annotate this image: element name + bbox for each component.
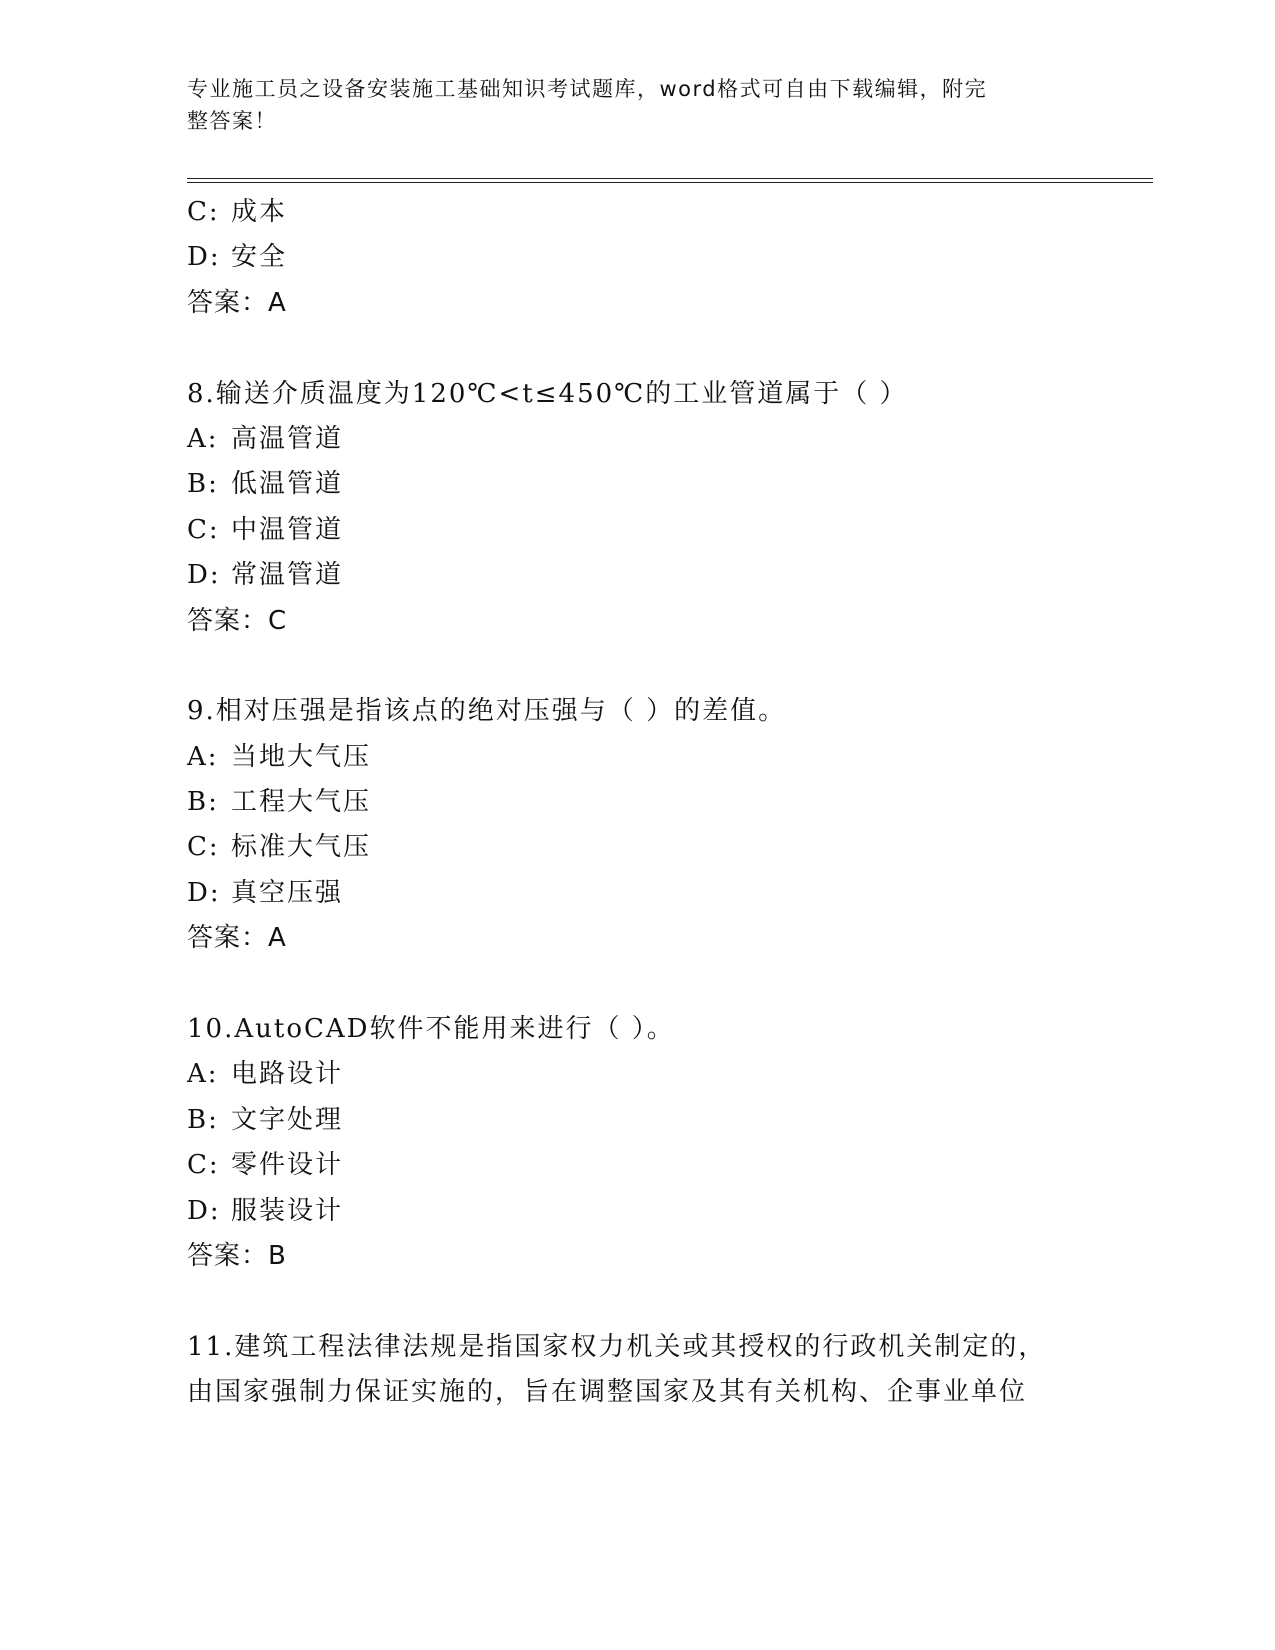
option-letter: B: — [187, 1104, 219, 1135]
spacer — [187, 326, 1087, 371]
option-letter: D: — [187, 877, 221, 908]
spacer — [187, 644, 1087, 689]
option-line — [187, 1098, 1087, 1143]
option-line — [187, 1052, 1087, 1097]
option-letter: C: — [187, 832, 220, 863]
option-text: 低温管道 — [231, 469, 344, 500]
option-text: 工程大气压 — [231, 787, 372, 818]
answer-line: 答案：C — [187, 605, 288, 636]
question-text: 9.相对压强是指该点的绝对压强与（ ）的差值。 — [187, 696, 787, 727]
option-letter: B: — [187, 787, 219, 818]
option-letter: D: — [187, 560, 221, 591]
option-line — [187, 235, 1087, 280]
option-line — [187, 1189, 1087, 1234]
option-text: 文字处理 — [231, 1104, 344, 1135]
header-divider-top — [187, 178, 1153, 179]
option-text: 电路设计 — [231, 1059, 344, 1090]
option-letter: D: — [187, 1195, 221, 1226]
document-header — [187, 73, 1067, 137]
option-letter: C: — [187, 1150, 220, 1181]
answer-line: 答案：B — [187, 1240, 287, 1271]
question-block-10 — [187, 1007, 1087, 1279]
option-letter: C: — [187, 514, 220, 545]
question-text: 8.输送介质温度为120℃<t≤450℃的工业管道属于（ ） — [187, 378, 908, 409]
option-text: 服装设计 — [231, 1195, 344, 1226]
document-body — [187, 190, 1087, 1416]
option-text: 常温管道 — [231, 560, 344, 591]
header-title-line-2: 整答案！ — [187, 109, 277, 133]
question-text: 10.AutoCAD软件不能用来进行（ ）。 — [187, 1014, 675, 1045]
option-letter: C: — [187, 197, 220, 227]
question-text-line-1: 11.建筑工程法律法规是指国家权力机关或其授权的行政机关制定的， — [187, 1331, 1047, 1362]
option-line — [187, 190, 1087, 235]
spacer — [187, 962, 1087, 1007]
option-line — [187, 553, 1087, 598]
option-text: 成本 — [231, 197, 288, 227]
option-letter: A: — [187, 423, 219, 454]
option-text: 高温管道 — [231, 423, 344, 454]
option-text: 当地大气压 — [231, 741, 372, 772]
option-line — [187, 735, 1087, 780]
option-line — [187, 825, 1087, 870]
option-letter: B: — [187, 469, 219, 500]
question-block-9 — [187, 689, 1087, 961]
option-text: 安全 — [231, 242, 288, 273]
option-line — [187, 508, 1087, 553]
option-letter: D: — [187, 242, 221, 273]
answer-line: 答案：A — [187, 287, 287, 318]
header-title-line-1: 专业施工员之设备安装施工基础知识考试题库，word格式可自由下载编辑，附完 — [187, 77, 988, 101]
spacer — [187, 1279, 1087, 1324]
question-block-7-continued — [187, 190, 1087, 326]
option-line — [187, 417, 1087, 462]
option-letter: A: — [187, 1059, 219, 1090]
header-divider-bottom — [187, 182, 1153, 183]
option-line — [187, 780, 1087, 825]
option-line — [187, 462, 1087, 507]
question-block-11 — [187, 1325, 1087, 1416]
option-text: 中温管道 — [231, 514, 344, 545]
question-text-line-2: 由国家强制力保证实施的，旨在调整国家及其有关机构、企事业单位 — [187, 1377, 1028, 1408]
option-text: 标准大气压 — [231, 832, 372, 863]
option-line — [187, 871, 1087, 916]
option-letter: A: — [187, 741, 219, 772]
option-text: 零件设计 — [231, 1150, 344, 1181]
question-block-8 — [187, 372, 1087, 644]
answer-line: 答案：A — [187, 923, 287, 954]
option-text: 真空压强 — [231, 877, 344, 908]
option-line — [187, 1143, 1087, 1188]
